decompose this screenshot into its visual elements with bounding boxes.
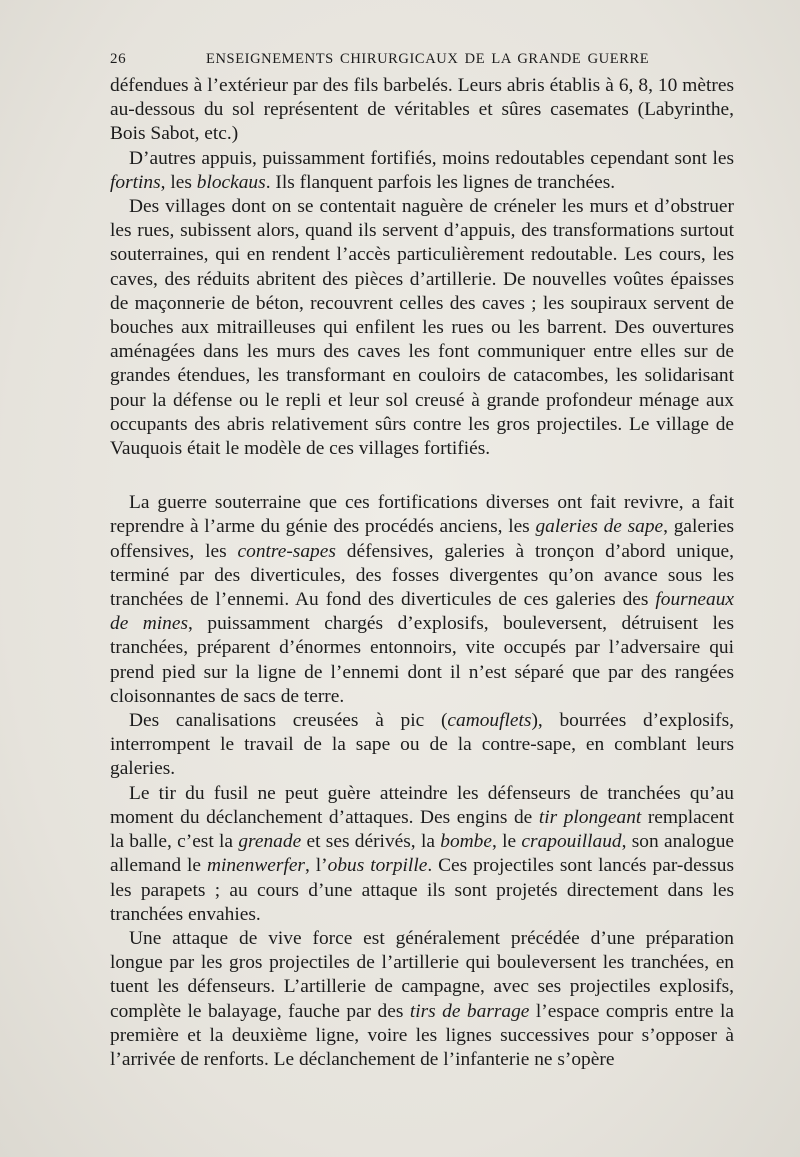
italic-term: blockaus <box>196 171 266 193</box>
italic-term: tir plongeant <box>538 806 642 828</box>
text-run: défensives, galeries à tronçon d’abord unique, terminé par des diverticules, des fosses divergentes qu’on avance sous les tranchées de l’ennemi. Au fond des diverticules de ces galeries des <box>110 540 734 611</box>
text-run: , puissamment chargés d’explosifs, bouleversent, détruisent les tranchées, préparent d’énormes entonnoirs, vite occupés par l’adversaire qui prend pied sur la ligne de l’ennemi dont il n’est séparé que par des rangées cloisonnantes de sacs de terre. <box>110 613 735 707</box>
italic-term: grenade <box>238 831 302 853</box>
italic-term: fourneaux de mines <box>110 589 734 635</box>
body-text <box>110 74 734 1072</box>
text-run: et ses dérivés, la <box>301 831 441 853</box>
paragraph-6 <box>110 782 734 927</box>
text-run: Une attaque de vive force est généralement précédée d’une préparation longue par les gros projectiles de l’artillerie qui bouleversent les tranchées, en tuent les défenseurs. L’artillerie de campagne, avec ses projectiles explosifs, complète le balayage, fauche par des <box>110 927 734 1022</box>
text-run: La guerre souterraine que ces fortifications diverses ont fait revivre, a fait reprendre à l’arme du génie des procédés anciens, les <box>110 492 734 538</box>
text-run: l’espace compris entre la première et la deuxième ligne, voire les lignes successives pour s’opposer à l’arrivée de renforts. Le déclanchement de l’infanterie ne s’opère <box>110 1000 734 1070</box>
paragraph-4 <box>110 491 734 709</box>
text-run: , l’ <box>304 855 328 877</box>
text-run: . Ils flanquent parfois les lignes de tranchées. <box>265 171 616 193</box>
text-run: remplacent la balle, c’est la <box>110 806 734 853</box>
text-run: Le tir du fusil ne peut guère atteindre les défenseurs de tranchées qu’au moment du déclanchement d’attaques. Des engins de <box>110 782 734 828</box>
italic-term: crapouillaud <box>521 831 622 853</box>
italic-term: tirs de barrage <box>409 1000 530 1022</box>
text-run: . Ces projectiles sont lancés par-dessus les parapets ; au cours d’une attaque ils sont projetés directement dans les tranchées envahies. <box>110 855 735 925</box>
italic-term: bombe <box>440 831 492 853</box>
paragraph-7 <box>110 927 734 1072</box>
text-run: ), bourrées d’explosifs, interrompent le travail de la sape ou de la contre-sape, en comblant leurs galeries. <box>110 710 734 780</box>
italic-term: galeries de sape <box>535 516 664 538</box>
text-run: , les <box>160 171 197 193</box>
text-run: , le <box>491 831 522 853</box>
text-run: , son analogue allemand le <box>110 831 734 877</box>
page-header <box>110 46 734 74</box>
text-run: D’autres appuis, puissamment fortifiés, moins redoutables cependant sont les <box>129 147 734 169</box>
paragraph-1 <box>110 74 734 147</box>
italic-term: contre-sapes <box>237 540 336 562</box>
page-number: 26 <box>110 51 127 67</box>
paragraph-2 <box>110 147 734 195</box>
italic-term: camouflets <box>447 710 532 732</box>
text-run: , galeries offensives, les <box>110 516 734 562</box>
paragraph-5 <box>110 709 734 782</box>
paragraph-3-text: Des villages dont on se contentait naguère de créneler les murs et d’obstruer les rues, subissent alors, quand ils servent d’appuis, des transformations surtout souterraines, qui en rendent l’accès particulièrement redoutable. Les cours, les caves, des réduits abritent des pièces d’artillerie. De nouvelles voûtes épaisses de maçonnerie de béton, recouvrent celles des caves ; les soupiraux servent de bouches aux mitrailleuses qui enfilent les rues ou les barrent. Des ouvertures aménagées dans les murs des caves les font communiquer entre elles sur de grandes étendues, les transformant en couloirs de catacombes, les solidarisant pour la défense ou le repli et leur sol creusé à grande profondeur ménage aux occupants des abris relativement sûrs contre les gros projectiles. Le village de Vauquois était le modèle de ces villages fortifiés. <box>110 196 734 460</box>
italic-term: minenwerfer <box>206 855 305 877</box>
paragraph-1-text: défendues à l’extérieur par des fils barbelés. Leurs abris établis à 6, 8, 10 mètres au-dessous du sol représentent de véritables et sûres casemates (Labyrinthe, Bois Sabot, etc.) <box>110 75 734 145</box>
italic-term: obus torpille <box>327 855 428 877</box>
paragraph-3 <box>110 195 734 461</box>
running-title: ENSEIGNEMENTS CHIRURGICAUX DE LA GRANDE GUERRE <box>206 51 650 67</box>
text-run: Des canalisations creusées à pic ( <box>129 710 448 732</box>
italic-term: fortins <box>110 171 161 193</box>
